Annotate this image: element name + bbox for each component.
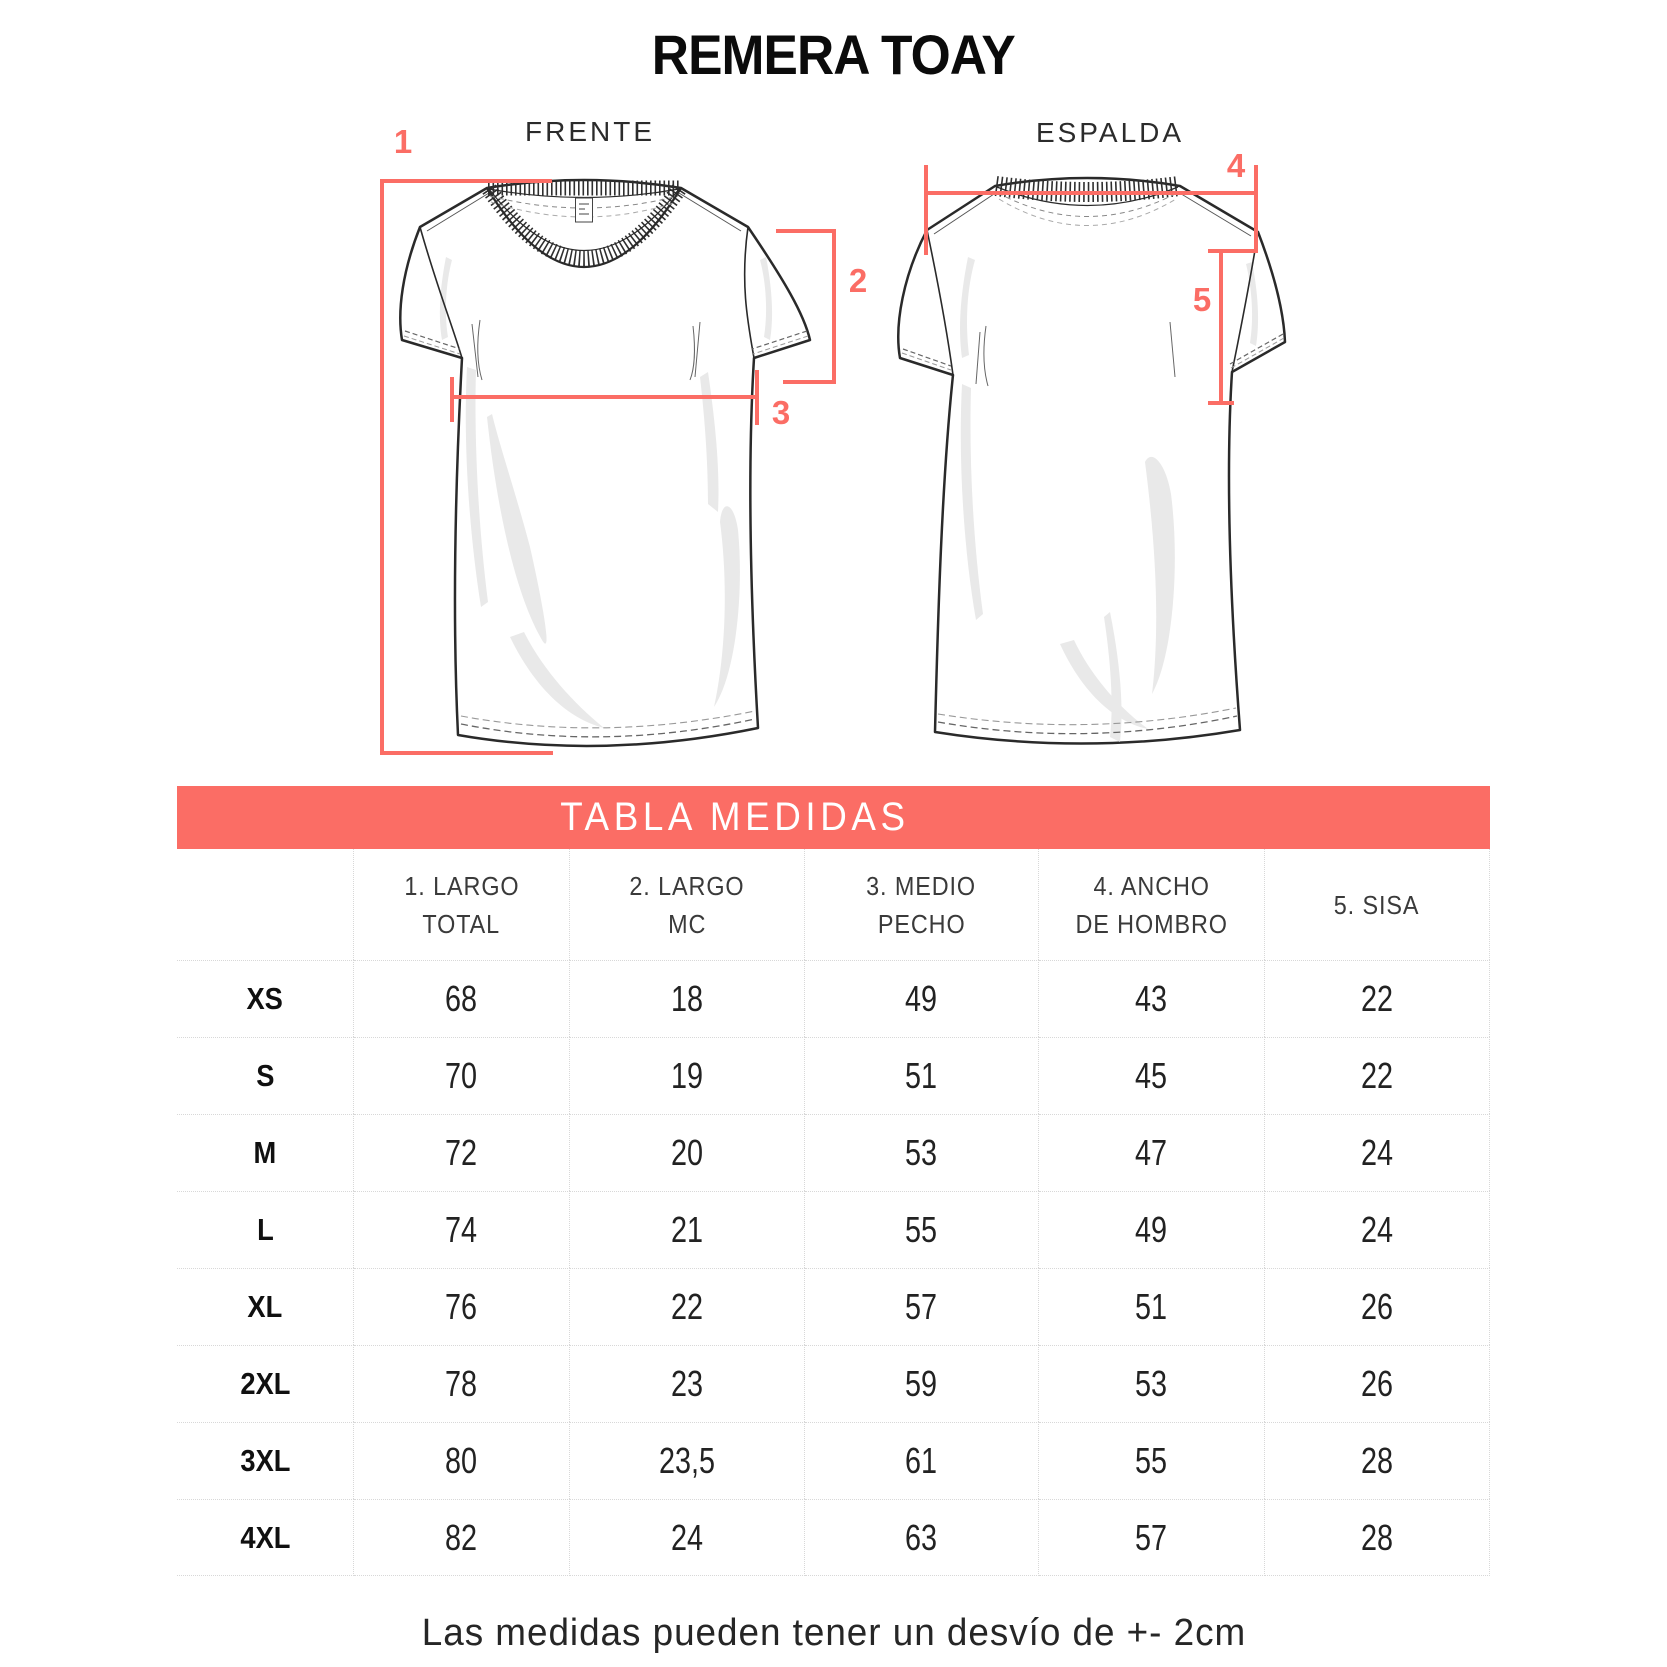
measurement-value: 47 [1135, 1132, 1168, 1173]
measure-line-1-top [380, 179, 552, 183]
measurement-value-cell [354, 1499, 570, 1576]
measure-line-1-vertical [380, 179, 384, 755]
measurement-value: 59 [905, 1363, 938, 1404]
measurement-value-cell [354, 1422, 570, 1499]
measure-label-2: 2 [848, 262, 868, 299]
measurement-value: 80 [445, 1440, 478, 1481]
size-label: M [253, 1135, 277, 1170]
front-shirt-drawing [390, 162, 820, 762]
measurement-value: 49 [1135, 1209, 1168, 1250]
measurement-value: 55 [905, 1209, 938, 1250]
measure-line-2-top [776, 229, 836, 233]
measurement-value: 76 [445, 1286, 478, 1327]
measure-line-5-vertical [1219, 251, 1223, 403]
measurement-value: 61 [905, 1440, 938, 1481]
column-header [570, 849, 805, 960]
measurement-value-cell [1265, 1345, 1490, 1422]
measurement-value-cell [570, 1037, 805, 1114]
size-table-grid [177, 849, 1490, 1576]
measurement-value-cell [570, 1422, 805, 1499]
measurement-value-cell [1265, 1499, 1490, 1576]
measure-label-1: 1 [393, 123, 413, 160]
measurement-value-cell [570, 1114, 805, 1191]
column-header-line1: 1. LARGO [403, 870, 520, 901]
measurement-value-cell [805, 1114, 1039, 1191]
column-header-line1: 4. ANCHO [1093, 870, 1210, 901]
measurement-value-cell [1039, 960, 1265, 1037]
size-label: 3XL [239, 1443, 291, 1478]
measurement-value-cell [1265, 960, 1490, 1037]
front-view-label: FRENTE [525, 116, 655, 147]
measurement-value: 51 [905, 1055, 938, 1096]
measurement-value-cell [805, 1345, 1039, 1422]
measure-line-4-horizontal [926, 191, 1258, 195]
front-shirt-outline [400, 180, 810, 746]
column-header-line1: 3. MEDIO [866, 870, 977, 901]
column-header-line1: 2. LARGO [629, 870, 745, 901]
measurement-value-cell [1039, 1345, 1265, 1422]
measurement-value: 22 [1360, 1055, 1394, 1096]
measurement-value-cell [1265, 1037, 1490, 1114]
measurement-value-cell [1039, 1422, 1265, 1499]
measure-line-5-top-tick [1208, 249, 1258, 253]
measurement-value-cell [570, 1191, 805, 1268]
measurement-value-cell [1265, 1191, 1490, 1268]
measure-label-3: 3 [771, 394, 791, 431]
neck-label-tag [576, 198, 593, 222]
measurement-value: 21 [670, 1209, 704, 1250]
measure-label-5: 5 [1192, 281, 1212, 318]
measurement-value: 72 [445, 1132, 478, 1173]
measurement-value: 22 [670, 1286, 704, 1327]
size-row-label [177, 1422, 354, 1499]
measurement-value: 74 [445, 1209, 478, 1250]
measurement-value: 23,5 [658, 1440, 716, 1481]
measurement-value: 55 [1135, 1440, 1168, 1481]
measurement-value-cell [570, 1268, 805, 1345]
size-label: 4XL [239, 1519, 291, 1555]
column-header [1265, 849, 1490, 960]
measurement-value: 19 [670, 1055, 704, 1096]
measure-line-3-horizontal [452, 395, 759, 399]
measurement-value: 18 [670, 978, 704, 1019]
size-table [177, 786, 1490, 1576]
size-row-label [177, 1191, 354, 1268]
column-header [805, 849, 1039, 960]
measurement-value-cell [1265, 1114, 1490, 1191]
measurement-value: 22 [1360, 978, 1394, 1019]
back-shirt-outline [898, 178, 1285, 744]
measurement-value-cell [354, 1268, 570, 1345]
measurement-value-cell [1039, 1114, 1265, 1191]
column-header-line2: TOTAL [422, 908, 501, 939]
measurement-value: 26 [1360, 1363, 1394, 1404]
size-row-label [177, 1499, 354, 1576]
measurement-value-cell [570, 1345, 805, 1422]
measurement-value: 24 [1360, 1209, 1394, 1250]
column-header-line2: PECHO [877, 908, 966, 939]
page-title-text: REMERA TOAY [652, 23, 1015, 86]
measure-line-1-bottom [380, 751, 553, 755]
measurement-value: 28 [1360, 1440, 1394, 1481]
back-view-label: ESPALDA [1035, 117, 1185, 148]
measurement-value: 43 [1135, 978, 1168, 1019]
measurement-value: 23 [670, 1363, 704, 1404]
size-row-label [177, 1114, 354, 1191]
column-header [354, 849, 570, 960]
measurement-value-cell [805, 1422, 1039, 1499]
measurement-value-cell [1039, 1499, 1265, 1576]
measure-line-3-left-tick [450, 377, 454, 422]
measurement-value: 49 [905, 978, 938, 1019]
size-row-label [177, 1037, 354, 1114]
measurement-value: 51 [1135, 1286, 1168, 1327]
measurement-value-cell [354, 1037, 570, 1114]
measure-line-3-right-tick [755, 370, 759, 425]
measurement-value-cell [570, 960, 805, 1037]
size-label: S [255, 1058, 275, 1093]
measurement-value-cell [354, 1114, 570, 1191]
measure-line-2-bottom [783, 380, 836, 384]
size-label: 2XL [239, 1366, 291, 1401]
measurement-value: 57 [905, 1286, 938, 1327]
measurement-value-cell [1039, 1037, 1265, 1114]
measurement-value-cell [1265, 1268, 1490, 1345]
measurement-value-cell [805, 1499, 1039, 1576]
column-header [1039, 849, 1265, 960]
measurement-value-cell [805, 1037, 1039, 1114]
measurement-value: 53 [905, 1132, 938, 1173]
measurement-value-cell [354, 1191, 570, 1268]
measurement-value: 20 [670, 1132, 704, 1173]
size-row-label [177, 1268, 354, 1345]
measurement-value-cell [354, 960, 570, 1037]
measurement-value-cell [570, 1499, 805, 1576]
page-title [0, 22, 1667, 87]
measurement-value: 28 [1360, 1516, 1394, 1558]
table-corner-cell [177, 849, 354, 960]
size-row-label [177, 1345, 354, 1422]
size-row-label [177, 960, 354, 1037]
measure-line-4-left-tick [924, 165, 928, 255]
measurement-value: 26 [1360, 1286, 1394, 1327]
measurement-value: 24 [670, 1516, 704, 1558]
measurement-value: 45 [1135, 1055, 1168, 1096]
measurement-value: 68 [445, 978, 478, 1019]
size-label: XS [246, 981, 284, 1016]
measurement-value: 53 [1135, 1363, 1168, 1404]
measurement-value-cell [805, 960, 1039, 1037]
measurement-value: 82 [445, 1516, 478, 1558]
measurement-value: 63 [905, 1516, 938, 1558]
measurement-value-cell [354, 1345, 570, 1422]
footer-note: Las medidas pueden tener un desvío de +- 2cm [421, 1612, 1246, 1654]
measurement-value: 70 [445, 1055, 478, 1096]
column-header-line2: MC [667, 908, 707, 939]
column-header-line1: 5. SISA [1334, 889, 1420, 920]
measurement-value-cell [1265, 1422, 1490, 1499]
measurement-value-cell [1039, 1191, 1265, 1268]
measurement-value-cell [805, 1191, 1039, 1268]
measure-line-2-vertical [832, 229, 836, 382]
measure-line-5-bottom-tick [1208, 401, 1234, 405]
measurement-value: 78 [445, 1363, 478, 1404]
size-label: L [256, 1212, 274, 1247]
table-title: TABLA MEDIDAS [560, 795, 910, 839]
size-label: XL [247, 1289, 283, 1324]
table-title-band [177, 786, 1490, 849]
measure-label-4: 4 [1226, 147, 1246, 184]
measurement-value-cell [805, 1268, 1039, 1345]
measurement-value: 24 [1360, 1132, 1394, 1173]
column-header-line2: DE HOMBRO [1075, 908, 1228, 939]
measurement-value-cell [1039, 1268, 1265, 1345]
measurement-value: 57 [1135, 1516, 1168, 1558]
